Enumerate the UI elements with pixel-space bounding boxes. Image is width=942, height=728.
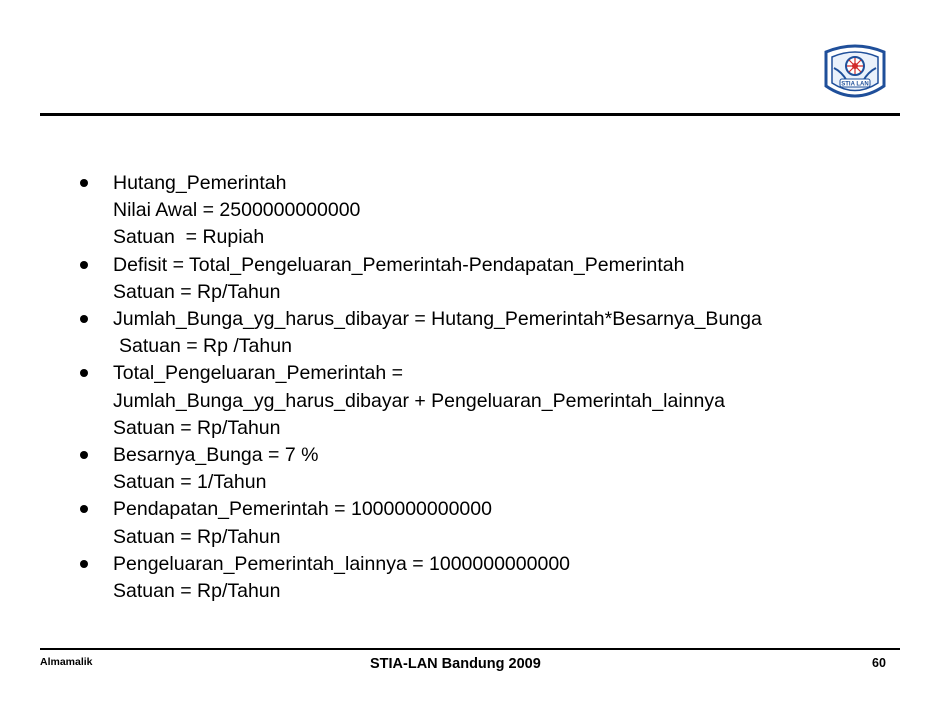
stia-lan-logo-graphic — [820, 42, 890, 104]
bullet-icon — [80, 505, 88, 513]
bullet-list — [76, 170, 916, 605]
top-divider — [40, 113, 900, 116]
bullet-line: Defisit = Total_Pengeluaran_Pemerintah-Pendapatan_Pemerintah — [113, 253, 685, 276]
bullet-line: Pengeluaran_Pemerintah_lainnya = 1000000000000 — [113, 552, 571, 575]
bullet-line: Satuan = Rupiah — [113, 226, 265, 249]
stia-lan-logo — [820, 42, 890, 104]
page-number: 60 — [872, 656, 886, 670]
bullet-item-pendapatan-pemerintah — [76, 496, 916, 550]
bullet-line: Satuan = Rp/Tahun — [113, 280, 281, 303]
bullet-line: Satuan = Rp /Tahun — [119, 335, 292, 358]
bullet-line: Hutang_Pemerintah — [113, 172, 287, 194]
bullet-item-hutang-pemerintah — [76, 170, 916, 252]
bullet-line: Nilai Awal = 2500000000000 — [113, 199, 361, 222]
bullet-icon — [80, 451, 88, 459]
bullet-line: Satuan = Rp/Tahun — [113, 525, 281, 548]
bullet-icon — [80, 369, 88, 377]
bullet-line: Satuan = 1/Tahun — [113, 471, 267, 494]
bullet-line: Pendapatan_Pemerintah = 1000000000000 — [113, 498, 492, 521]
bullet-line: Besarnya_Bunga = 7 % — [113, 444, 319, 467]
bottom-divider — [40, 648, 900, 650]
bullet-line: Total_Pengeluaran_Pemerintah = — [113, 362, 403, 385]
bullet-item-besarnya-bunga — [76, 442, 916, 496]
footer-author: Almamalik — [40, 656, 93, 668]
bullet-item-pengeluaran-lainnya — [76, 551, 916, 605]
bullet-line: Satuan = Rp/Tahun — [113, 416, 281, 439]
footer-title: STIA-LAN Bandung 2009 — [370, 656, 541, 672]
logo-text: STIA LAN — [841, 81, 869, 88]
bullet-line: Satuan = Rp/Tahun — [113, 580, 281, 603]
bullet-line: Jumlah_Bunga_yg_harus_dibayar = Hutang_Pemerintah*Besarnya_Bunga — [113, 308, 762, 331]
bullet-icon — [80, 261, 88, 269]
bullet-item-jumlah-bunga — [76, 306, 916, 360]
bullet-icon — [80, 560, 88, 568]
bullet-line: Jumlah_Bunga_yg_harus_dibayar + Pengeluaran_Pemerintah_lainnya — [113, 389, 725, 412]
bullet-item-total-pengeluaran — [76, 360, 916, 442]
bullet-item-defisit — [76, 252, 916, 306]
bullet-icon — [80, 179, 88, 187]
bullet-icon — [80, 315, 88, 323]
